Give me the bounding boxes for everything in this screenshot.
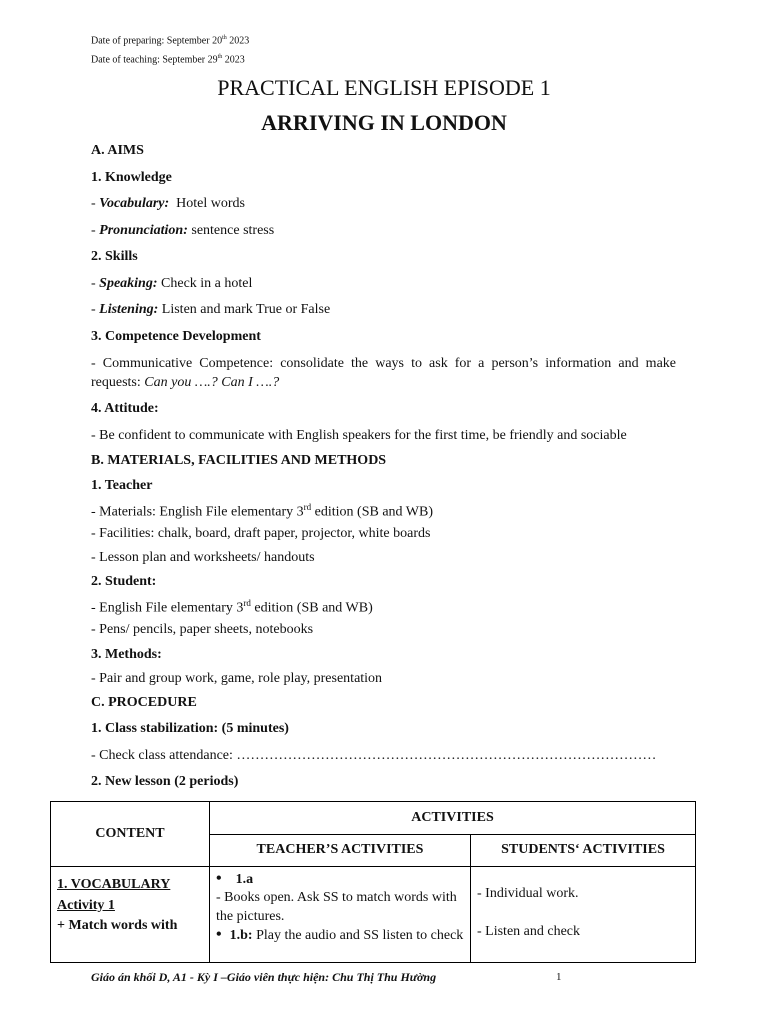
speaking-line: - Speaking: Check in a hotel bbox=[91, 276, 253, 291]
vocabulary-title: 1. VOCABULARY bbox=[57, 877, 171, 892]
pronunciation-line: - Pronunciation: sentence stress bbox=[91, 223, 275, 238]
attitude-text: - Be confident to communicate with English speakers for the first time, be friendly and sociable bbox=[91, 428, 627, 443]
new-lesson: 2. New lesson (2 periods) bbox=[91, 774, 239, 789]
teacher-lesson-plan: - Lesson plan and worksheets/ handouts bbox=[91, 550, 315, 565]
content-cell bbox=[51, 867, 210, 963]
student-book: - English File elementary 3rd edition (SB and WB) bbox=[91, 598, 373, 616]
student-pens: - Pens/ pencils, paper sheets, notebooks bbox=[91, 622, 314, 637]
date-of-teaching: Date of teaching: September 29th 2023 bbox=[91, 54, 245, 66]
lesson-subtitle: ARRIVING IN LONDON bbox=[261, 110, 507, 135]
student-heading: 2. Student: bbox=[91, 574, 157, 589]
teacher-materials: - Materials: English File elementary 3rd edition (SB and WB) bbox=[91, 502, 434, 520]
students-text-2: - Listen and check bbox=[477, 924, 581, 939]
date-of-preparing: Date of preparing: September 20th 2023 bbox=[91, 35, 250, 47]
activity-title: Activity 1 bbox=[57, 898, 115, 913]
lesson-title: PRACTICAL ENGLISH EPISODE 1 bbox=[217, 75, 551, 100]
vocabulary-line: - Vocabulary: Hotel words bbox=[91, 196, 245, 211]
match-words-text: + Match words with bbox=[57, 918, 178, 933]
class-stabilization: 1. Class stabilization: (5 minutes) bbox=[91, 721, 289, 736]
aims-heading: A. AIMS bbox=[91, 143, 144, 158]
procedure-heading: C. PROCEDURE bbox=[91, 695, 197, 710]
methods-text: - Pair and group work, game, role play, presentation bbox=[91, 671, 383, 686]
skills-heading: 2. Skills bbox=[91, 249, 138, 264]
materials-heading: B. MATERIALS, FACILITIES AND METHODS bbox=[91, 453, 387, 468]
content-header: CONTENT bbox=[51, 802, 210, 867]
lesson-plan-table bbox=[50, 801, 696, 963]
teacher-heading: 1. Teacher bbox=[91, 478, 153, 493]
teacher-activities-header: TEACHER’S ACTIVITIES bbox=[210, 834, 471, 867]
bullet-1a: • 1.a bbox=[216, 870, 254, 887]
page-number: 1 bbox=[556, 971, 562, 983]
bullet-icon: • bbox=[216, 926, 222, 943]
bullet-icon: • bbox=[216, 870, 222, 887]
competence-heading: 3. Competence Development bbox=[91, 329, 261, 344]
students-activities-header: STUDENTS‘ ACTIVITIES bbox=[471, 834, 696, 867]
methods-heading: 3. Methods: bbox=[91, 647, 162, 662]
footer-text: Giáo án khối D, A1 - Kỳ I –Giáo viên thực hiện: Chu Thị Thu Hường bbox=[91, 970, 437, 984]
competence-text: - Communicative Competence: consolidate the ways to ask for a person’s information and make requests: Can you ….? Can I ….? bbox=[91, 356, 676, 390]
attitude-heading: 4. Attitude: bbox=[91, 401, 159, 416]
activities-header: ACTIVITIES bbox=[210, 802, 696, 835]
listening-line: - Listening: Listen and mark True or False bbox=[91, 302, 331, 317]
teacher-facilities: - Facilities: chalk, board, draft paper, projector, white boards bbox=[91, 526, 431, 541]
knowledge-heading: 1. Knowledge bbox=[91, 170, 172, 185]
check-attendance: - Check class attendance: ……………………………………………………………………………… bbox=[91, 748, 657, 763]
students-text-1: - Individual work. bbox=[477, 886, 579, 901]
bullet-1b: • 1.b: Play the audio and SS listen to check bbox=[216, 926, 464, 943]
students-activities-cell bbox=[471, 867, 696, 963]
teacher-activities-cell bbox=[210, 867, 471, 963]
teacher-text-1: - Books open. Ask SS to match words with the pictures. bbox=[216, 890, 457, 924]
